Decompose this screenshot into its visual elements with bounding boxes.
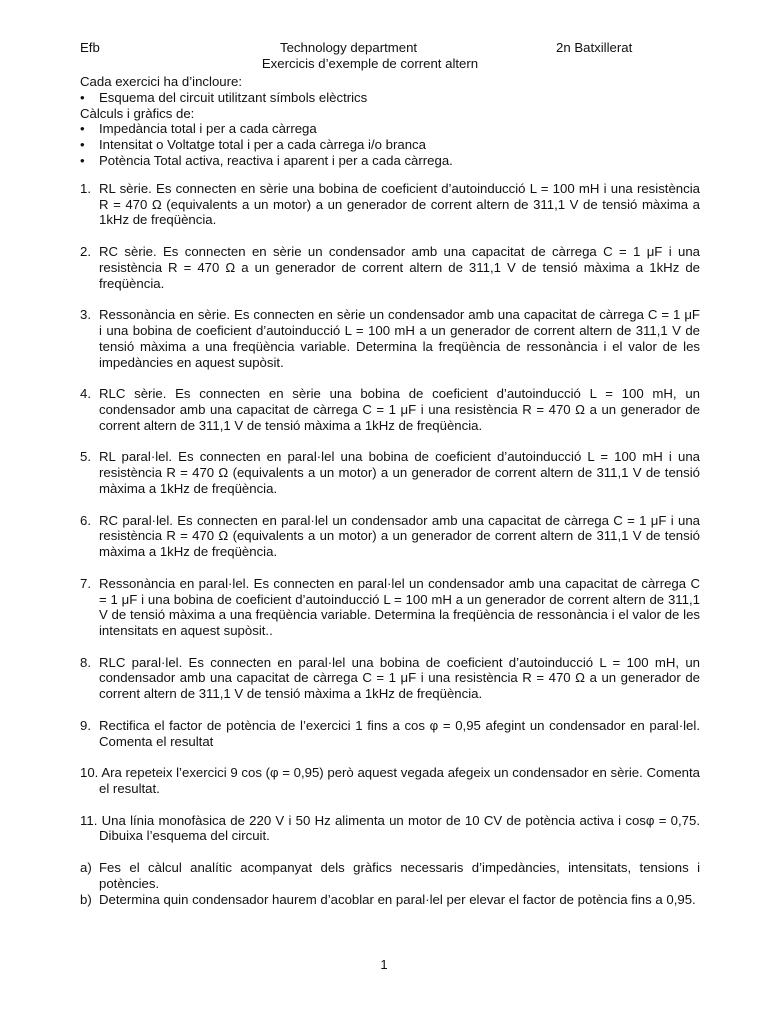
exercise-item — [80, 244, 700, 291]
subpart-text: Fes el càlcul analític acompanyat dels gràfics necessaris d’impedàncies, intensitats, tensions i potències. — [99, 860, 700, 891]
page-number: 1 — [380, 957, 388, 972]
subpart-label: b) — [80, 891, 92, 907]
exercise-item — [80, 718, 700, 750]
intro-line-2: Càlculs i gràfics de: — [80, 105, 195, 121]
exercise-item — [80, 576, 700, 639]
exercise-number: 9. — [80, 717, 91, 733]
exercise-text: RL paral·lel. Es connecten en paral·lel una bobina de coeficient d’autoinducció L = 100 mH i una resistència R = 470 Ω (equivalents a un motor) a un generador de corrent altern de 311,1 V de tensió màxima a 1kHz de freqüència. — [99, 449, 700, 496]
intro-bullet: • Potència Total activa, reactiva i aparent i per a cada càrrega. — [80, 153, 700, 169]
exercise-number: 7. — [80, 575, 91, 591]
exercise-text: Ara repeteix l’exercici 9 cos (φ = 0,95) però aquest vegada afegeix un condensador en sèrie. Comenta el resultat. — [99, 765, 701, 797]
exercise-text: RLC sèrie. Es connecten en sèrie una bobina de coeficient d’autoinducció L = 100 mH, un condensador amb una capacitat de càrrega C = 1 μF i una resistència R = 470 Ω a un generador de corrent altern de 311,1 V de tensió màxima a 1kHz de freqüència. — [99, 386, 700, 433]
exercise-text: RLC paral·lel. Es connecten en paral·lel una bobina de coeficient d’autoinducció L = 100 mH, un condensador amb una capacitat de càrrega C = 1 μF i una resistència R = 470 Ω a un generador de corrent altern de 311,1 V de tensió màxima a 1kHz de freqüència. — [99, 654, 700, 702]
header-left: Efb — [80, 40, 100, 55]
exercise-text: Una línia monofàsica de 220 V i 50 Hz alimenta un motor de 10 CV de potència activa i cosφ = 0,75. Dibuixa l’esquema del circuit. — [99, 812, 700, 844]
intro-bullet: • Intensitat o Voltatge total i per a cada càrrega i/o branca — [80, 137, 700, 153]
exercise-item — [80, 449, 700, 496]
exercise-text: RC paral·lel. Es connecten en paral·lel un condensador amb una capacitat de càrrega C = 1 μF i una resistència R = 470 Ω (equivalents a un motor) a un generador de corrent altern de 311,1 V de tensió màxima a 1kHz de freqüència. — [99, 512, 700, 560]
exercise-text: Ressonància en sèrie. Es connecten en sèrie un condensador amb una capacitat de càrrega C = 1 μF i una bobina de coeficient d’autoinducció L = 100 mH a un generador de corrent altern de 311,1 V de tensió màxima a una freqüència variable. Determina la freqüència de ressonància i el valor de les impedàncies en aquest supòsit. — [99, 307, 700, 370]
subpart-text: Determina quin condensador haurem d’acoblar en paral·lel per elevar el factor de potència fins a 0,95. — [99, 891, 696, 907]
exercise-text: Rectifica el factor de potència de l’exercici 1 fins a cos φ = 0,95 afegint un condensador en paral·lel. Comenta el resultat — [99, 717, 700, 749]
exercise-item — [80, 181, 700, 228]
exercise-text: RL sèrie. Es connecten en sèrie una bobina de coeficient d’autoinducció L = 100 mH i una resistència R = 470 Ω (equivalents a un motor) a un generador de corrent altern de 311,1 V de tensió màxima a 1kHz de freqüència. — [99, 180, 700, 228]
exercise-number: 11. — [80, 812, 98, 828]
exercise-item — [80, 307, 700, 370]
exercise-number: 8. — [80, 654, 91, 670]
document-page — [80, 40, 700, 907]
exercise-item — [80, 386, 700, 433]
header-center: Technology department — [280, 40, 418, 55]
intro-section — [80, 74, 700, 169]
subpart-item — [80, 860, 700, 892]
exercise-list — [80, 181, 700, 908]
exercise-item — [80, 655, 700, 702]
subpart-label: a) — [80, 860, 92, 876]
exercise-item — [80, 765, 700, 797]
exercise-text: Ressonància en paral·lel. Es connecten en paral·lel un condensador amb una capacitat de càrrega C = 1 μF i una bobina de coeficient d’autoinducció L = 100 mH a un generador de corrent altern de 311,1 V de tensió màxima a una freqüència variable. Determina la freqüència de ressonància i el valor de les intensitats en aquest supòsit.. — [99, 575, 700, 639]
exercise-number: 2. — [80, 243, 91, 259]
intro-bullet: • Esquema del circuit utilitzant símbols elèctrics — [80, 90, 700, 106]
exercise-number: 4. — [80, 386, 91, 402]
exercise-number: 10. — [80, 765, 99, 781]
intro-bullet: • Impedància total i per a cada càrrega — [80, 121, 700, 137]
subpart-item — [80, 892, 700, 908]
page-header — [80, 40, 700, 56]
exercise-number: 5. — [80, 449, 91, 465]
document-subtitle: Exercicis d’exemple de corrent altern — [261, 56, 479, 71]
exercise-item — [80, 513, 700, 560]
exercise-number: 3. — [80, 307, 91, 323]
exercise-text: RC sèrie. Es connecten en sèrie un condensador amb una capacitat de càrrega C = 1 μF i una resistència R = 470 Ω a un generador de corrent altern de 311,1 V de tensió màxima a 1kHz de freqüència. — [99, 243, 700, 291]
exercise-number: 6. — [80, 512, 91, 528]
exercise-number: 1. — [80, 180, 91, 196]
intro-line-1: Cada exercici ha d’incloure: — [80, 74, 242, 89]
exercise-item — [80, 813, 700, 845]
header-right: 2n Batxillerat — [556, 40, 633, 55]
